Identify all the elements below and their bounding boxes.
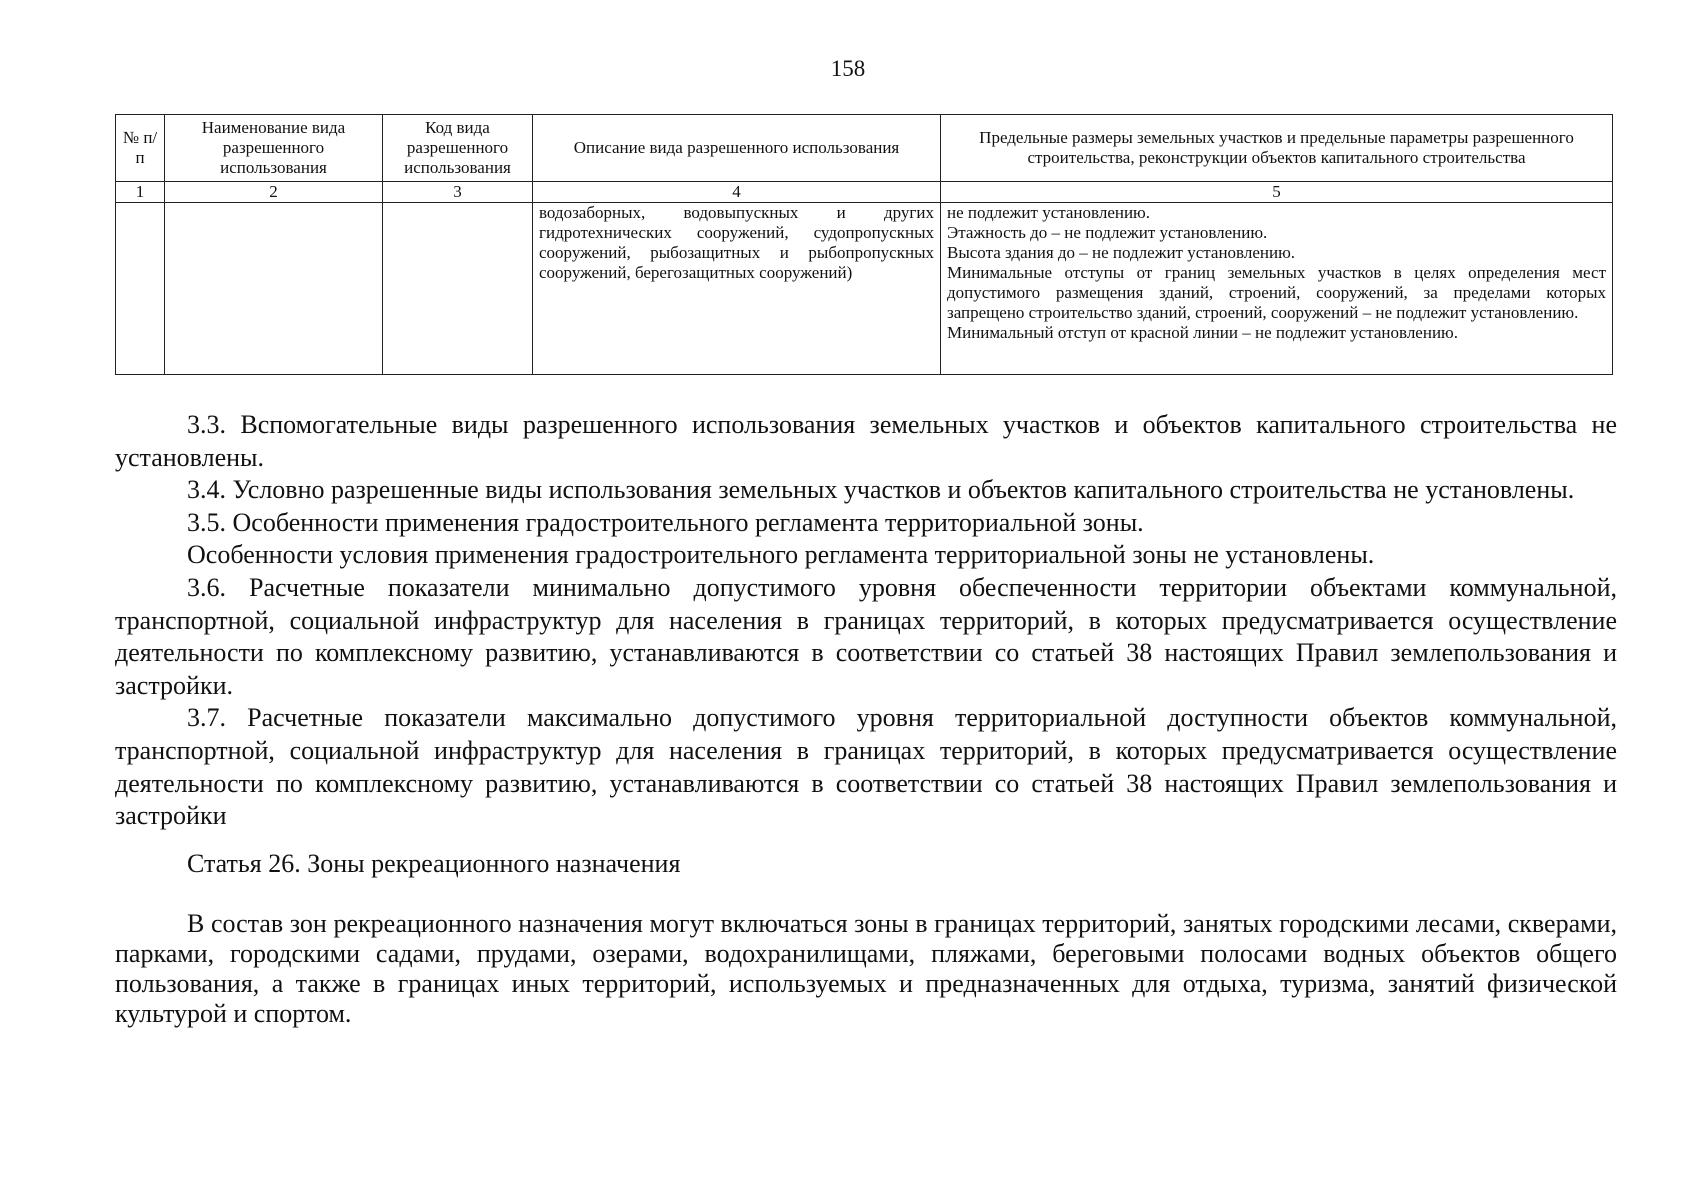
header-use-code: Код вида разрешенного использования (383, 115, 533, 182)
paragraph-3-3: 3.3. Вспомогательные виды разрешенного использования земельных участков и объектов капитального строительства не установлены. (115, 410, 1617, 472)
paragraph-3-7: 3.7. Расчетные показатели максимально допустимого уровня территориальной доступности объектов коммунальной, транспортной, социальной инфраструктур для населения в границах территорий, в которых предусматривается осуществление деятельности по комплексному развитию, устанавливаются в соответствии со статьей 38 настоящих Правил землепользования и застройки (115, 703, 1617, 831)
parameter-line: Минимальные отступы от границ земельных участков в целях определения мест допустимого размещения зданий, строений, сооружений, за пределами которых запрещено строительство зданий, строений, сооружений – не подлежит установлению. (947, 263, 1606, 322)
table-header-row (116, 115, 1613, 182)
column-number: 5 (941, 182, 1613, 203)
column-number: 4 (533, 182, 941, 203)
article-heading: Статья 26. Зоны рекреационного назначения (187, 848, 681, 878)
regulation-table (115, 114, 1613, 375)
column-number: 2 (165, 182, 383, 203)
cell-number (116, 203, 165, 375)
paragraph-3-4: 3.4. Условно разрешенные виды использования земельных участков и объектов капитального строительства не установлены. (187, 475, 1575, 505)
header-number: № п/п (116, 115, 165, 182)
column-number-row (116, 182, 1613, 203)
column-number: 3 (383, 182, 533, 203)
document-body (115, 409, 1617, 1029)
page-number: 158 (830, 56, 866, 81)
parameter-line: не подлежит установлению. (947, 203, 1151, 222)
cell-use-name (165, 203, 383, 375)
paragraph-features: Особенности условия применения градостроительного регламента территориальной зоны не установлены. (187, 540, 1375, 570)
column-number: 1 (116, 182, 165, 203)
article-paragraph: В состав зон рекреационного назначения могут включаться зоны в границах территорий, занятых городскими лесами, скверами, парками, городскими садами, прудами, озерами, водохранилищами, пляжами, береговыми полосами водных объектов общего пользования, а также в границах иных территорий, используемых и предназначенных для отдыха, туризма, занятий физической культурой и спортом. (115, 908, 1617, 1028)
cell-use-code (383, 203, 533, 375)
parameter-line: Высота здания до – не подлежит установлению. (947, 243, 1296, 262)
table-row (116, 203, 1613, 375)
header-use-description: Описание вида разрешенного использования (533, 115, 941, 182)
parameter-line: Этажность до – не подлежит установлению. (947, 223, 1268, 242)
paragraph-3-5: 3.5. Особенности применения градостроительного регламента территориальной зоны. (187, 507, 1144, 537)
paragraph-3-6: 3.6. Расчетные показатели минимально допустимого уровня обеспеченности территории объектами коммунальной, транспортной, социальной инфраструктур для населения в границах территорий, в которых предусматривается осуществление деятельности по комплексному развитию, устанавливаются в соответствии со статьей 38 настоящих Правил землепользования и застройки. (115, 572, 1617, 700)
parameter-line: Минимальный отступ от красной линии – не подлежит установлению. (947, 323, 1458, 342)
header-limit-parameters: Предельные размеры земельных участков и предельные параметры разрешенного строительства, реконструкции объектов капитального строительства (941, 115, 1613, 182)
cell-limit-parameters (941, 203, 1613, 375)
cell-use-description: водозаборных, водовыпускных и других гидротехнических сооружений, судопропускных сооружений, рыбозащитных и рыбопропускных сооружений, берегозащитных сооружений) (533, 203, 941, 375)
header-use-name: Наименование вида разрешенного использования (165, 115, 383, 182)
